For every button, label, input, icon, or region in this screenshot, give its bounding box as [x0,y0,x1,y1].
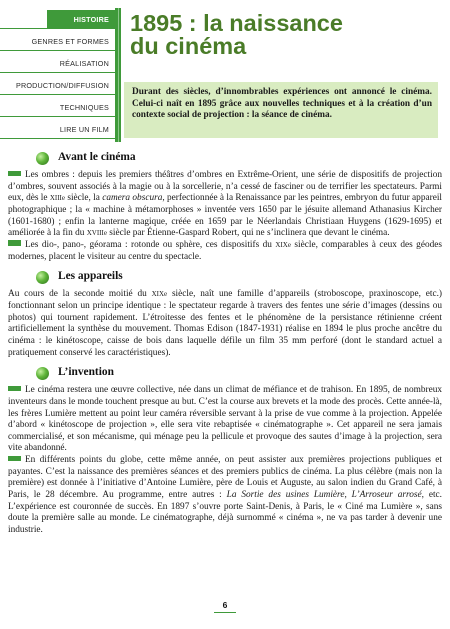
section-heading-l-invention [8,366,442,382]
film-title: La Sortie des usines Lumière [226,490,345,501]
page-title-line-1: 1895 : la naissance [130,10,343,36]
section-heading-les-appareils [8,270,442,286]
century-numeral: XIXe [275,240,291,249]
green-bar-icon [8,456,21,462]
century-numeral: XIXe [151,290,168,299]
paragraph [8,240,442,263]
nav-item-realisation[interactable] [0,54,115,73]
nav-item-production-diffusion[interactable] [0,76,115,95]
paragraph-text: siècle par Étienne-Gaspard Robert, qui ne s’inclinera que devant le cinéma. [106,228,390,239]
nav-divider [0,28,115,29]
nav-vertical-bar-highlight [118,8,119,142]
paragraph-text: , [344,490,352,501]
paragraph-text: siècle, la [65,193,103,204]
nav-divider [0,50,115,51]
nav-item-label: PRODUCTION/DIFFUSION [15,81,109,90]
green-bar-icon [8,240,21,246]
paragraph [8,289,442,359]
side-navigation [0,10,115,142]
section-heading-text: Les appareils [58,270,123,283]
paragraph-text: Les dio-, pano-, géorama : rotonde ou sphère, ces dispositifs du [25,239,276,250]
intro-box: Durant des siècles, d’innombrables expériences ont annoncé le cinéma. Celui-ci naît en 1895 grâce aux nouvelles techniques et à la création d’un contexte social de projection : la séance de cinéma. [124,82,438,138]
nav-item-label: RÉALISATION [59,59,109,68]
nav-item-lire-un-film[interactable] [0,120,115,139]
italic-term: camera obscura [102,193,163,204]
page-title [130,12,445,58]
nav-item-histoire[interactable] [0,10,115,29]
paragraph [8,170,442,240]
section-heading-avant-le-cinema [8,151,442,167]
paragraph [8,385,442,455]
green-sphere-icon [36,367,49,380]
page-number: 6 [222,600,228,610]
nav-divider [0,116,115,117]
section-heading-text: Avant le cinéma [58,151,136,163]
paragraph-text: Les ombres : depuis les premiers théâtres d’ombres en Extrême-Orient, une série de dispositifs de projection d’ombres, souvent associés à la magie ou à la sorcellerie, n’a cessé de fasciner ou de terrifier les spectateurs. Parmi eux, dès le [8,170,442,204]
nav-item-genres-et-formes[interactable] [0,32,115,51]
nav-item-label: HISTOIRE [73,15,109,24]
green-bar-icon [8,386,21,392]
green-sphere-icon [36,152,49,165]
paragraph-text: , etc. L’expérience est couronnée de succès. En 1897 s’ouvre porte Saint-Denis, à Paris, le « Ciné ma Lumière », sans doute la première salle au monde. Le cinématographe, déjà surnommé « cinéma », ne va pas tarder à devenir une industrie. [8,490,442,536]
green-sphere-icon [36,271,49,284]
page-number-underline [214,612,236,613]
paragraph-text: Au cours de la seconde moitié du [8,289,152,300]
paragraph-text: En différents points du globe, cette même année, on peut assister aux premières projections publiques et payantes. C’est la naissance des premières séances et des premiers publics de cinéma. La plus célèbre (mais non la première) est donnée à l’initiative d’Antoine Lumière, père de Louis et Auguste, au salon indien du Grand Café, à Paris, le 28 décembre. Au programme, entre autres : [8,455,442,501]
spacer [8,263,442,268]
paragraph-text: , perfectionnée à la Renaissance par les peintres, embryon du futur appareil photographique ; la « machine à métamorphoses » inventée vers 1650 par le jésuite allemand Athanasius Kircher (1601-1680) ; enfin la lanterne magique, créée en 1659 par le Néerlandais Christiaan Huygens (1629-1695) et améliorée à la fin du [8,193,442,239]
nav-item-label: LIRE UN FILM [59,125,109,134]
green-bar-icon [8,171,21,177]
century-numeral: XVIIIe [86,229,107,238]
paragraph-text: Le cinéma restera une œuvre collective, née dans un climat de méfiance et de trahison. En 1895, de nombreux inventeurs dans le monde touchent presque au but. C’est la course aux brevets et la mode des procès. Cette année-là, les frères Lumière mettent au point leur caméra réversible servant à la prise de vue comme à la projection. Appelée d’abord « kinétoscope de projection », elle sera vite rebaptisée « cinématographe ». Cet appareil ne sera jamais commercialisé, et son mécanisme, qui ménage peu la pellicule et provoque des sautes d’image à la projection, sera vite abandonné. [8,385,442,454]
article-body [8,149,442,537]
nav-item-label: TECHNIQUES [59,103,109,112]
nav-divider [0,138,115,139]
section-heading-text: L’invention [58,366,114,379]
spacer [8,359,442,364]
nav-divider [0,94,115,95]
page-title-line-2: du cinéma [130,33,247,59]
century-numeral: XIIIe [49,194,65,203]
nav-item-label: GENRES ET FORMES [31,37,109,46]
paragraph [8,455,442,537]
film-title: L’Arroseur arrosé [351,490,422,501]
paragraph-text: siècle, comparables à ceux des géodes modernes, placent le visiteur au centre du spectacle. [8,239,442,262]
nav-divider [0,72,115,73]
paragraph-text: siècle, naît une famille d’appareils (stroboscope, praxinoscope, etc.) fonctionnant selon un principe identique : le spectateur regarde à travers des fentes une série d’images (dessins ou photos) qui tournent rapidement. L’étroitesse des fentes et le phénomène de la persistance rétinienne créent artificiellement la synthèse du mouvement. Thomas Edison (1847-1931) réalise en 1894 le plus proche ancêtre du cinéma : le kinétoscope, caisse de bois dans laquelle défile un film 35 mm perforé (dont le standard actuel a pratiquement conservé les caractéristiques). [8,289,442,358]
nav-item-techniques[interactable] [0,98,115,117]
